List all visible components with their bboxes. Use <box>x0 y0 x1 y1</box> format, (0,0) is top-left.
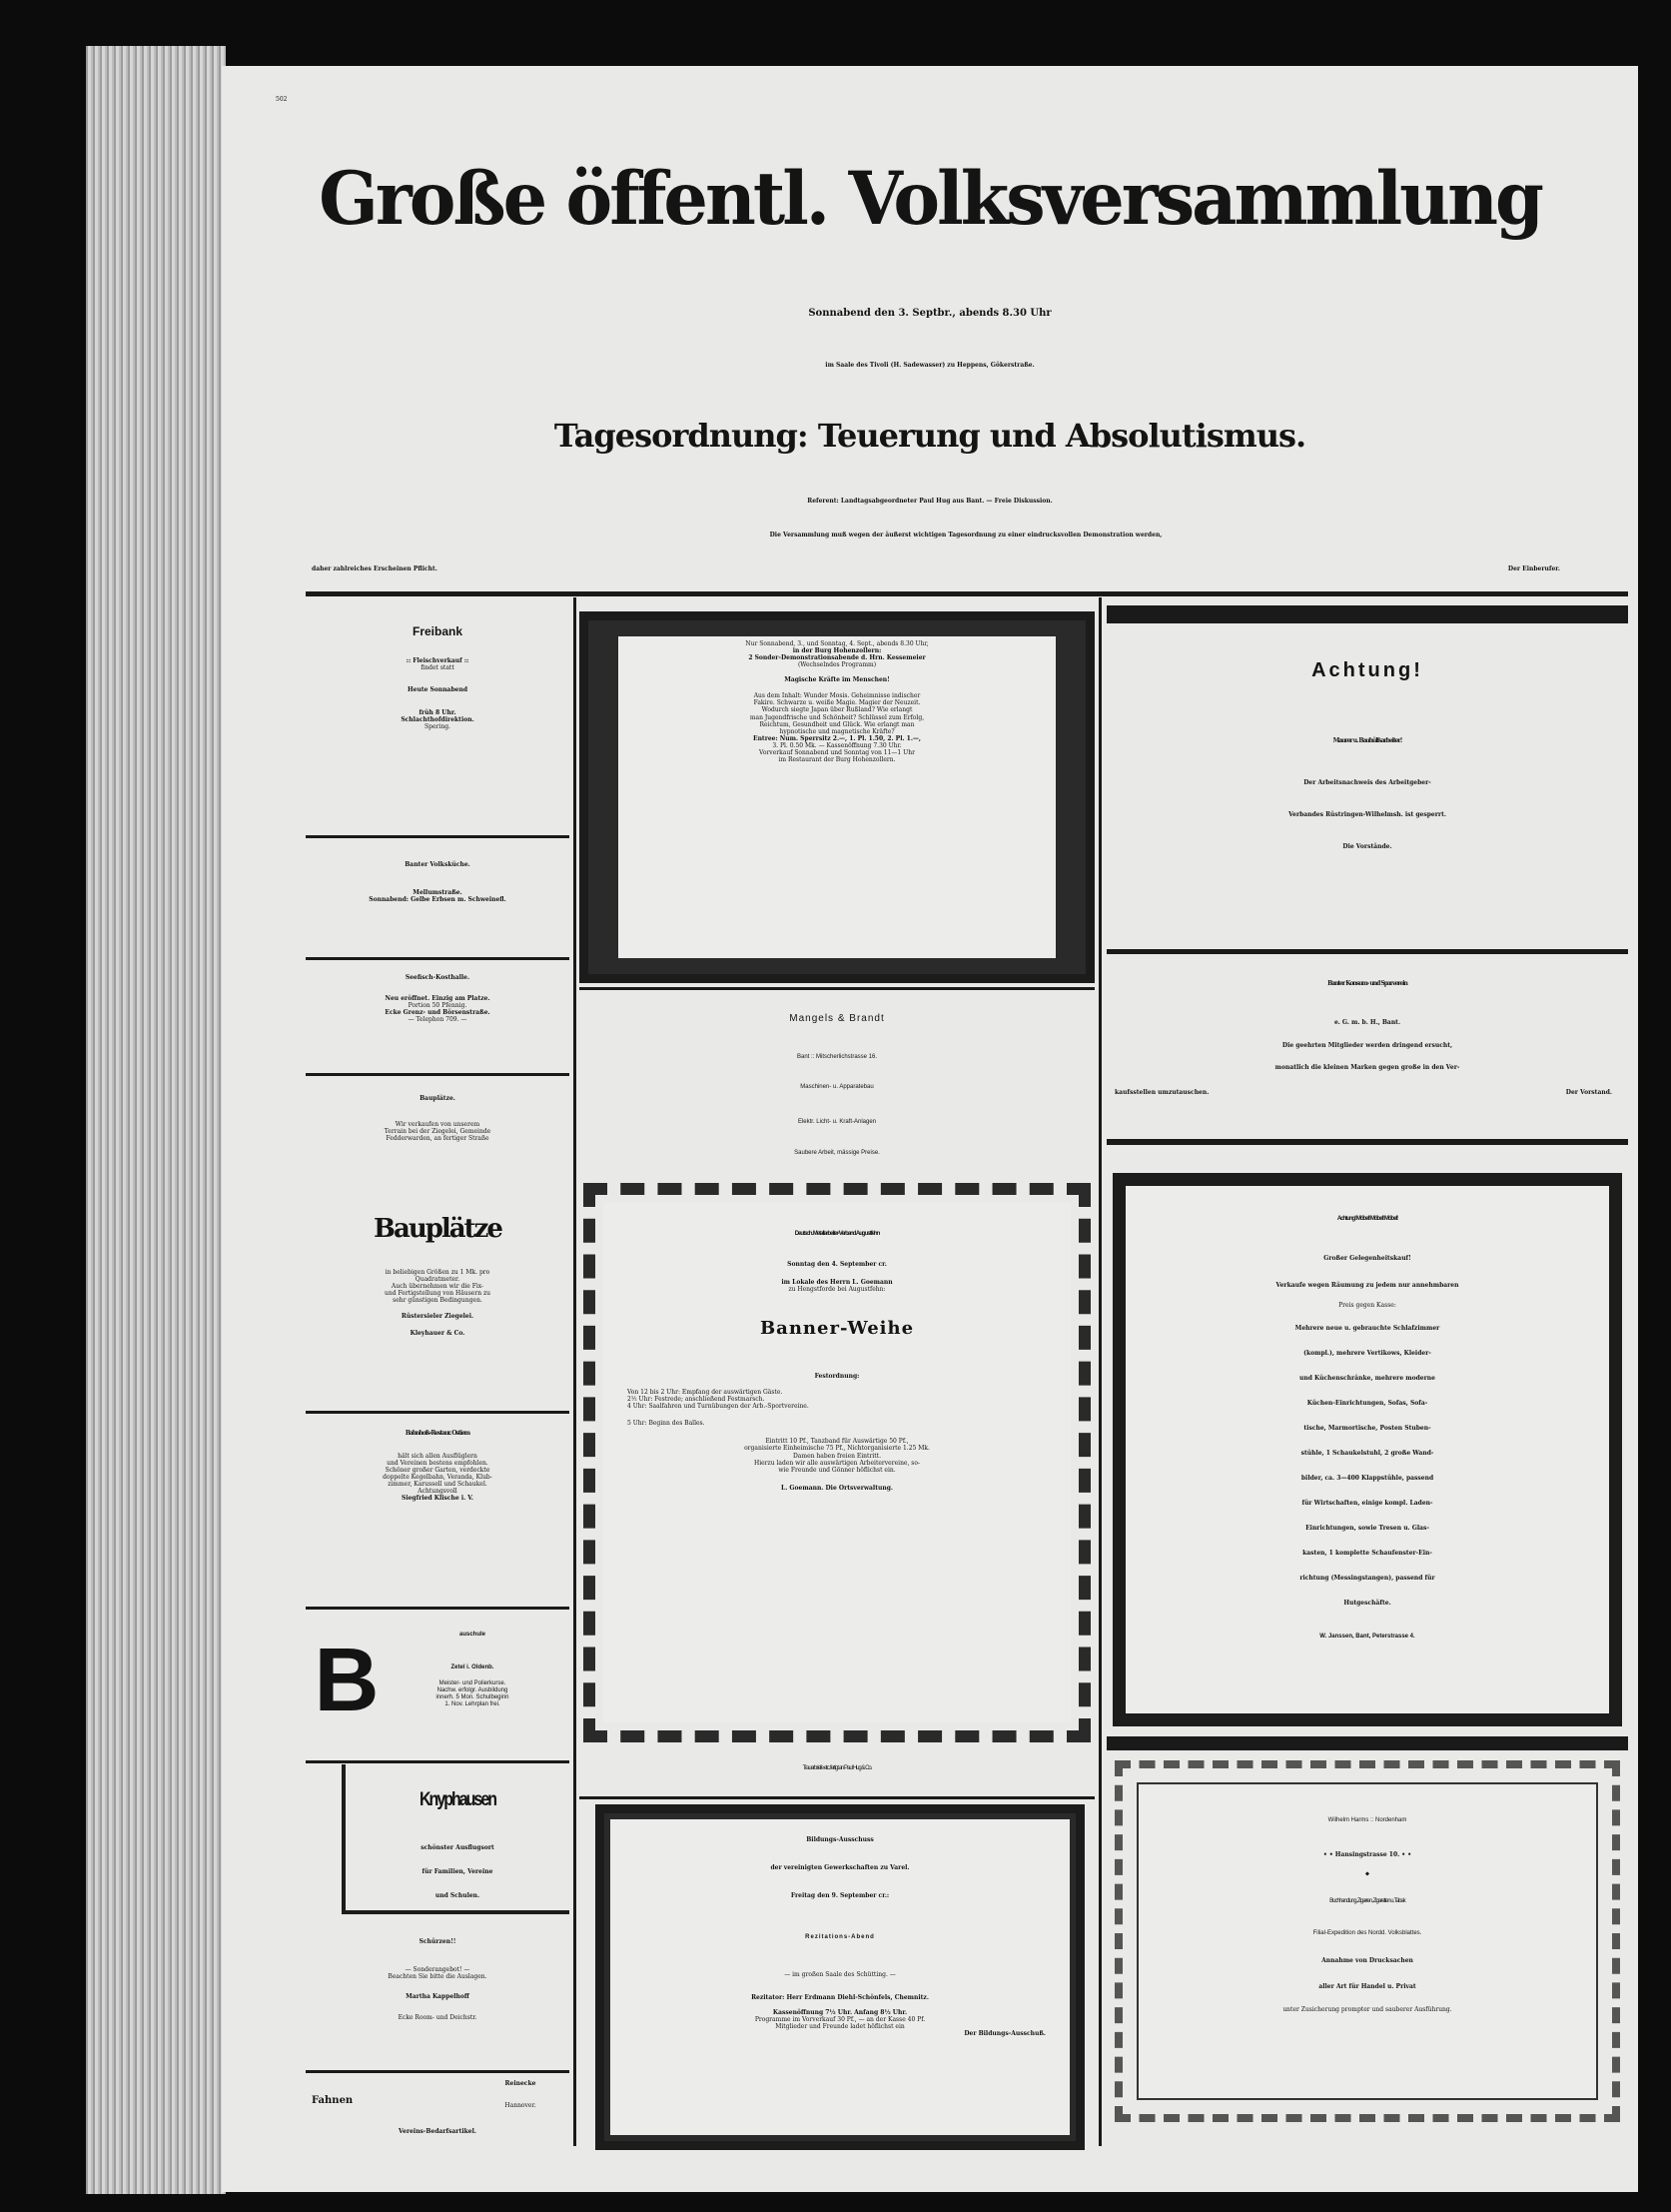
bildung-line: Freitag den 9. September cr.: <box>790 1892 890 1899</box>
bauplaetze-big-line: Auch übernehmen wir die Fix- <box>391 1283 484 1291</box>
knyphausen-ad <box>342 1764 569 1914</box>
metall-line: Festordnung: <box>814 1373 860 1381</box>
bauplaetze-big-ad <box>306 1189 569 1409</box>
bauschule-line: innerh. 5 Mon. Schulbeginn <box>435 1694 509 1701</box>
freibank-title: Freibank <box>412 624 462 638</box>
bahnhof-title: Bahnhofs-Restaur. Ostiem <box>405 1430 470 1437</box>
harms-line: Annahme von Drucksachen <box>1321 1957 1413 1964</box>
bauplaetze-small-title: Bauplätze. <box>419 1095 455 1102</box>
fahnen-title: Fahnen <box>312 2095 354 2106</box>
schuerzen-line: — Sonderangebot! — <box>405 1966 470 1973</box>
schuerzen-line: Ecke Room- und Deichstr. <box>398 2014 477 2022</box>
knyphausen-line: schönster Ausflugsort <box>420 1844 494 1851</box>
harms-ornament: ⬥ <box>1364 1870 1370 1877</box>
burg-line: man Jugendfrische und Schönheit? Schlüssel zum Erfolg, <box>749 713 925 721</box>
moebel-title: Achtung! Möbel! Möbel! Möbel! <box>1336 1216 1398 1222</box>
achtung-maurer-ad <box>1107 625 1628 945</box>
divider <box>306 1073 569 1076</box>
bauplaetze-small-line: Wir verkaufen von unserem <box>395 1121 480 1128</box>
fahnen-ad <box>306 2074 569 2154</box>
mangels-line: Saubere Arbeit, mässige Preise. <box>794 1150 880 1156</box>
bildung-line: Programme im Vorverkauf 30 Pf., — an der Kasse 40 Pf. <box>754 2016 926 2024</box>
moebel-line: Einrichtungen, sowie Tresen u. Glas- <box>1305 1525 1429 1532</box>
bauplaetze-big-line: Rüstersieler Ziegelei. <box>401 1313 474 1321</box>
bauplaetze-small-line: Fedderwarden, an fertiger Straße <box>386 1135 489 1143</box>
meeting-note: Die Versammlung muß wegen der äußerst wichtigen Tagesordnung zu einer eindrucksvollen Demonstration werden, <box>769 532 1163 539</box>
volkskueche-line: Mellumstraße. <box>413 889 462 896</box>
bauplaetze-big-line: sehr günstigen Bedingungen. <box>393 1297 482 1305</box>
freibank-line: früh 8 Uhr. <box>418 709 456 717</box>
harms-line: aller Art für Handel u. Privat <box>1318 1983 1416 1990</box>
bahnhof-ad <box>306 1415 569 1605</box>
book-page-edges <box>86 46 226 2194</box>
banner-weihe-title: Banner-Weihe <box>759 1318 915 1340</box>
achtung-title: Achtung! <box>1311 659 1423 681</box>
bauschule-line: 1. Nov. Lehrplan frei. <box>444 1701 500 1708</box>
burg-line: Wodurch siegte Japan über Rußland? Wie erlangt <box>761 706 913 714</box>
burg-line: (Wechselndes Programm) <box>797 661 877 669</box>
metall-line: Sonntag den 4. September cr. <box>787 1261 887 1268</box>
moebel-line: bilder, ca. 3—400 Klappstühle, passend <box>1300 1475 1434 1482</box>
burg-line: in der Burg Hohenzollern: <box>792 647 882 655</box>
harms-line: • • Hansingstrasse 10. • • <box>1322 1851 1412 1858</box>
bildung-line: Mitglieder und Freunde ladet höflichst ein <box>775 2023 905 2031</box>
harms-line: Buchhandlung, Zigarren, Zigaretten u. Tabak <box>1329 1898 1405 1904</box>
bildung-line: Der Bildungs-Ausschuß. <box>964 2030 1046 2038</box>
konsum-line: monatlich die kleinen Marken gegen große in den Ver- <box>1274 1064 1460 1071</box>
bahnhof-line: doppelte Kegelbahn, Veranda, Klub- <box>383 1474 492 1482</box>
bildung-line: Kassenöffnung 7½ Uhr. Anfang 8½ Uhr. <box>772 2009 908 2016</box>
bahnhof-line: Achtungsvoll <box>418 1488 457 1496</box>
schuerzen-line: Martha Kappelhoff <box>406 1993 469 2001</box>
metallarbeiter-inner-frame <box>603 1203 1071 1722</box>
divider <box>1107 1139 1628 1145</box>
seefisch-line: Neu eröffnet. Einzig am Platze. <box>385 995 490 1002</box>
moebel-signature: W. Janssen, Bant, Peterstrasse 4. <box>1319 1634 1415 1640</box>
freibank-ad <box>306 605 569 831</box>
volkskueche-ad <box>306 841 569 953</box>
moebel-line: stühle, 1 Schaukelstuhl, 2 große Wand- <box>1300 1450 1434 1457</box>
burg-line: Fakire. Schwarze u. weiße Magie. Magier der Neuzeit. <box>753 699 921 707</box>
metall-line: zu Hengstforde bei Augustfehn: <box>788 1286 886 1294</box>
seefisch-ad <box>306 961 569 1071</box>
volkskueche-title: Banter Volksküche. <box>405 861 470 868</box>
moebel-line: und Küchenschränke, mehrere moderne <box>1299 1375 1435 1382</box>
knyphausen-line: für Familien, Vereine <box>421 1868 493 1875</box>
burg-line: im Restaurant der Burg Hohenzollern. <box>778 756 896 764</box>
moebel-line: Mehrere neue u. gebrauchte Schlafzimmer <box>1294 1325 1440 1332</box>
knyphausen-title: Knyphausen <box>418 1789 495 1810</box>
konsum-signature: Der Vorstand. <box>1565 1089 1612 1096</box>
bauschule-line: Nachw. erfolgr. Ausbildung <box>436 1687 508 1694</box>
meeting-place: im Saale des Tivoli (H. Sadewasser) zu Heppens, Gökerstraße. <box>825 362 1035 369</box>
bauschule-text <box>376 1615 569 1754</box>
bildung-line: — im großen Saale des Schütting. — <box>784 1971 896 1978</box>
divider <box>306 957 569 960</box>
burg-line: Reichtum, Gesundheit und Glück. Wie erlangt man <box>759 720 915 728</box>
divider <box>1107 949 1628 954</box>
seefisch-line: — Telephon 709. — <box>408 1016 467 1024</box>
moebel-line: für Wirtschaften, einige kompl. Laden- <box>1301 1500 1433 1507</box>
schuerzen-ad <box>306 1918 569 2068</box>
moebel-line: tische, Marmortische, Posten Stuben- <box>1303 1425 1431 1432</box>
metall-line: wie Freunde und Gönner höflichst ein. <box>778 1466 896 1474</box>
bauschule-line: Zetel i. Oldenb. <box>450 1664 494 1670</box>
harms-title: Wilhelm Harms :: Nordenham <box>1327 1817 1407 1823</box>
divider <box>306 2070 569 2073</box>
moebel-line: Hutgeschäfte. <box>1343 1600 1391 1607</box>
divider <box>306 1607 569 1610</box>
volkskueche-line: Sonnabend: Gelbe Erbsen m. Schweinefl. <box>369 896 506 904</box>
burg-line: Entree: Num. Sperrsitz 2.—, 1. Pl. 1.50, 2. Pl. 1.—, <box>753 734 921 742</box>
moebel-line: kasten, 1 komplette Schaufenster-Ein- <box>1302 1550 1432 1557</box>
page-number: 502 <box>276 96 288 103</box>
divider <box>1107 1736 1628 1750</box>
metall-line: Eintritt 10 Pf., Tanzband für Auswärtige 50 Pf., <box>765 1438 909 1446</box>
moebel-line: Verkaufe wegen Räumung zu jedem nur annehmbaren <box>1275 1282 1459 1289</box>
column-divider-left <box>573 597 576 2146</box>
freibank-line: Spering. <box>424 723 450 731</box>
konsum-line: e. G. m. b. H., Bant. <box>1333 1019 1401 1026</box>
freibank-line: findet statt <box>420 664 454 672</box>
burg-line: Vorverkauf Sonnabend und Sonntag von 11—1 Uhr <box>759 748 915 756</box>
metall-line: 4 Uhr: Saalfahren und Turnübungen der Arb.-Sportvereine. <box>627 1403 809 1411</box>
bauschule-title: auschule <box>458 1632 485 1638</box>
bahnhof-line: Schöner großer Garten, verdeckte <box>385 1467 490 1475</box>
fahnen-side: Reinecke <box>504 2080 536 2087</box>
agenda-headline: Tagesordnung: Teuerung und Absolutismus. <box>553 417 1306 455</box>
fahnen-side: Hannover. <box>504 2102 536 2109</box>
burg-line: Aus dem Inhalt: Wunder Mosis. Geheimnisse indischer <box>753 692 921 700</box>
seefisch-title: Seefisch-Kosthalle. <box>405 974 470 981</box>
main-headline: Große öffentl. Volksversammlung <box>319 154 1541 243</box>
divider <box>579 1796 1095 1799</box>
achtung-line: Der Arbeitsnachweis des Arbeitgeber- <box>1303 779 1431 786</box>
bauschule-initial: B <box>314 1631 380 1730</box>
divider <box>306 1411 569 1414</box>
meeting-date: Sonnabend den 3. Septbr., abends 8.30 Uhr <box>808 308 1052 319</box>
achtung-line: Maurer u. Bauhülfsarbeiter! <box>1332 737 1402 744</box>
burg-line: Magische Kräfte im Menschen! <box>784 676 890 684</box>
schuerzen-title: Schürzen!! <box>418 1938 456 1945</box>
bauplaetze-big-title: Bauplätze <box>374 1214 501 1244</box>
knyphausen-line: und Schulen. <box>434 1892 480 1899</box>
bahnhof-line: Siegfried Klische i. V. <box>402 1495 473 1503</box>
meeting-signature: Der Einberufer. <box>1507 565 1560 572</box>
achtung-top-bar <box>1107 605 1628 623</box>
moebel-line: Großer Gelegenheitskauf! <box>1323 1255 1411 1262</box>
freibank-line: Schlachthofdirektion. <box>401 716 474 724</box>
harms-line: Filial-Expedition des Nordd. Volksblattes. <box>1312 1930 1422 1936</box>
metall-line: Hierzu laden wir alle auswärtigen Arbeitervereine, so- <box>753 1459 921 1467</box>
burg-line: 3. Pl. 0.50 Mk. — Kassenöffnung 7.30 Uhr. <box>772 741 902 749</box>
mangels-title: Mangels & Brandt <box>789 1013 885 1024</box>
metall-line: 5 Uhr: Beginn des Balles. <box>627 1420 705 1428</box>
freibank-line: :: Fleischverkauf :: <box>406 657 469 664</box>
moebel-line: (kompl.), mehrere Vertikows, Kleider- <box>1303 1350 1431 1357</box>
mangels-line: Maschinen- u. Apparatebau <box>800 1084 874 1090</box>
konsum-footer <box>1107 1079 1628 1107</box>
konsum-line: kaufsstellen umzutauschen. <box>1115 1089 1210 1096</box>
mangels-brandt-ad <box>579 993 1095 1177</box>
bauplaetze-big-line: in beliebigen Größen zu 1 Mk. pro <box>385 1269 490 1276</box>
bauplaetze-big-line: und Fertigstellung von Häusern zu <box>385 1290 490 1298</box>
newspaper-page <box>222 66 1638 2192</box>
seefisch-line: Portion 50 Pfennig. <box>408 1002 467 1010</box>
burg-line: 2 Sonder-Demonstrationsabende d. Hrn. Kessemeier <box>748 654 926 662</box>
bahnhof-line: und Vereinen bestens empfohlen. <box>387 1460 488 1468</box>
bauschule-line: Meister- und Polierkurse. <box>438 1680 506 1686</box>
trauerbriefe-ad: Trauerbriefe etc. fertigt an Paul Hug & Co. <box>802 1765 872 1771</box>
moebel-line: Preis gegen Kasse: <box>1338 1302 1396 1309</box>
moebel-inner-frame <box>1126 1186 1609 1713</box>
metall-line: Von 12 bis 2 Uhr: Empfang der auswärtigen Gäste. <box>627 1389 783 1397</box>
mangels-line: Bant :: Mitscherlichstrasse 16. <box>796 1054 878 1060</box>
bauplaetze-big-line: Kleyhauer & Co. <box>410 1330 465 1338</box>
divider <box>579 987 1095 990</box>
speaker-line: Referent: Landtagsabgeordneter Paul Hug aus Bant. — Freie Diskussion. <box>807 498 1053 505</box>
bildung-line: Rezitator: Herr Erdmann Diehl-Schönfels, Chemnitz. <box>751 1994 929 2001</box>
metall-line: im Lokale des Herrn L. Goemann <box>781 1279 893 1286</box>
achtung-line: Die Vorstände. <box>1342 843 1392 850</box>
metall-line: organisierte Einheimische 75 Pf., Nichtorganisierte 1.25 Mk. <box>744 1445 930 1453</box>
bildung-line: Bildungs-Ausschuss <box>806 1836 874 1843</box>
header-divider <box>306 591 1628 596</box>
moebel-ad <box>1113 1173 1622 1726</box>
moebel-line: richtung (Messingstangen), passend für <box>1299 1575 1435 1582</box>
bahnhof-line: hält sich allen Ausflüglern <box>398 1453 477 1460</box>
rezitations-abend-title: Rezitations-Abend <box>805 1934 875 1940</box>
fahnen-line: Vereins-Bedarfsartikel. <box>399 2128 476 2135</box>
metall-line: 2½ Uhr: Festrede; anschließend Festmarsch. <box>627 1396 765 1404</box>
column-divider-right <box>1099 597 1102 2146</box>
bahnhof-line: zimmer, Karussell und Schaukel. <box>388 1481 487 1489</box>
schuerzen-line: Beachten Sie bitte die Auslagen. <box>388 1973 487 1981</box>
konsum-verein-ad <box>1107 957 1628 1137</box>
burg-hohenzollern-ad <box>579 611 1095 983</box>
seefisch-line: Ecke Grenz- und Börsenstraße. <box>385 1009 490 1017</box>
metall-line: Damen haben freien Eintritt. <box>793 1452 881 1460</box>
freibank-line: Heute Sonnabend <box>407 686 468 694</box>
bauplaetze-small-ad <box>306 1077 569 1187</box>
burg-inner-frame <box>618 636 1056 958</box>
meeting-note-2: daher zahlreiches Erscheinen Pflicht. <box>312 565 437 572</box>
metall-line: Deutsch. Metallarbeiter-Verband Augustfehn <box>794 1231 880 1237</box>
bildung-line: der vereinigten Gewerkschaften zu Varel. <box>770 1864 910 1871</box>
burg-line: Nur Sonnabend, 3., und Sonntag, 4. Sept., abends 8.30 Uhr, <box>745 640 929 647</box>
bauplaetze-big-line: Quadratmeter. <box>415 1276 460 1284</box>
harms-line: unter Zusicherung prompter und sauberer Ausführung. <box>1282 2006 1452 2013</box>
bauschule-ad <box>306 1611 569 1758</box>
bauplaetze-small-line: Terrain bei der Ziegelei, Gemeinde <box>384 1128 491 1136</box>
divider <box>306 835 569 838</box>
konsum-line: Die geehrten Mitglieder werden dringend ersucht, <box>1281 1042 1453 1049</box>
metall-line: L. Goemann. Die Ortsverwaltung. <box>781 1484 893 1492</box>
mangels-line: Elektr. Licht- u. Kraft-Anlagen <box>797 1119 877 1125</box>
moebel-line: Küchen-Einrichtungen, Sofas, Sofa- <box>1306 1400 1428 1407</box>
bildung-inner-frame <box>610 1819 1070 2135</box>
bildungs-ausschuss-ad <box>595 1804 1085 2150</box>
achtung-line: Verbandes Rüstringen-Wilhelmsh. ist gesperrt. <box>1288 811 1446 818</box>
harms-ad <box>1115 1760 1620 2122</box>
harms-inner-frame <box>1137 1782 1598 2100</box>
burg-line: hypnotische und magnetische Kräfte? <box>779 727 895 735</box>
konsum-title: Banter Konsum- und Sparverein <box>1327 980 1407 987</box>
metallarbeiter-ad <box>583 1183 1091 1742</box>
divider <box>306 1760 569 1763</box>
